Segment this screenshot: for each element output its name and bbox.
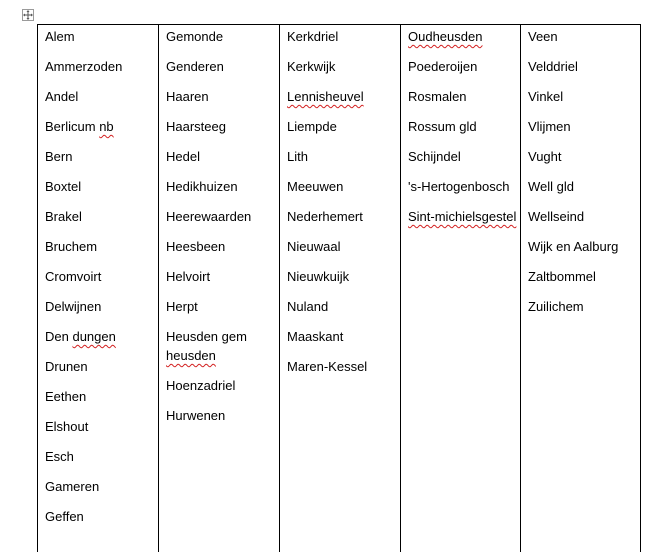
place-name[interactable]: 's-Hertogenbosch — [408, 179, 510, 194]
place-name[interactable]: Bruchem — [45, 239, 98, 254]
table-column-1[interactable] — [38, 25, 159, 552]
table-move-handle-icon[interactable] — [22, 9, 34, 21]
place-name[interactable]: Nederhemert — [287, 209, 363, 224]
place-name[interactable]: Wellseind — [528, 209, 585, 224]
place-name[interactable]: Vinkel — [528, 89, 564, 104]
place-name[interactable]: Haaren — [166, 89, 209, 104]
place-name[interactable]: Brakel — [45, 209, 82, 224]
table-column-3[interactable] — [280, 25, 401, 552]
place-name[interactable]: Esch — [45, 449, 74, 464]
place-name[interactable]: Hedikhuizen — [166, 179, 238, 194]
place-name[interactable]: Eethen — [45, 389, 87, 404]
spelling-flagged-word[interactable]: heusden — [166, 348, 216, 363]
spelling-flagged-word[interactable]: Oudheusden — [408, 29, 483, 44]
place-name[interactable]: Elshout — [45, 419, 89, 434]
place-name-part: Berlicum — [45, 119, 100, 134]
place-name[interactable]: Maaskant — [287, 329, 344, 344]
place-name[interactable]: Lith — [287, 149, 308, 164]
place-name[interactable]: Haarsteeg — [166, 119, 226, 134]
place-name[interactable]: Meeuwen — [287, 179, 344, 194]
place-name[interactable]: Nieuwkuijk — [287, 269, 350, 284]
place-name[interactable]: Drunen — [45, 359, 88, 374]
place-name[interactable]: Zuilichem — [528, 299, 584, 314]
place-name[interactable]: Alem — [45, 29, 75, 44]
place-name[interactable]: Genderen — [166, 59, 224, 74]
place-name[interactable]: Schijndel — [408, 149, 461, 164]
place-name[interactable]: Veen — [528, 29, 558, 44]
place-name[interactable]: Nuland — [287, 299, 329, 314]
place-name[interactable]: Kerkwijk — [287, 59, 336, 74]
place-name[interactable]: Vught — [528, 149, 562, 164]
table-column-5[interactable] — [521, 25, 641, 552]
place-name[interactable]: Gemonde — [166, 29, 224, 44]
place-name[interactable]: Hurwenen — [166, 408, 226, 423]
table-column-4[interactable] — [401, 25, 521, 552]
place-name[interactable] — [166, 327, 279, 365]
place-name[interactable]: Heerewaarden — [166, 209, 252, 224]
place-name[interactable]: Rossum gld — [408, 119, 477, 134]
place-name[interactable]: Cromvoirt — [45, 269, 102, 284]
place-name[interactable]: Hoenzadriel — [166, 378, 236, 393]
place-name-part: Heusden gem — [166, 329, 247, 344]
place-name[interactable] — [45, 327, 158, 346]
place-name[interactable]: Poederoijen — [408, 59, 478, 74]
place-name[interactable]: Andel — [45, 89, 79, 104]
place-name-part: Den — [45, 329, 73, 344]
place-name[interactable]: Helvoirt — [166, 269, 211, 284]
place-name[interactable]: Well gld — [528, 179, 575, 194]
place-name[interactable]: Wijk en Aalburg — [528, 239, 619, 254]
place-name[interactable]: Maren-Kessel — [287, 359, 368, 374]
place-name[interactable]: Rosmalen — [408, 89, 467, 104]
spelling-flagged-word[interactable]: nb — [99, 119, 114, 134]
spelling-flagged-word[interactable]: Sint-michielsgestel — [408, 209, 517, 224]
place-name[interactable]: Ammerzoden — [45, 59, 123, 74]
place-name[interactable]: Vlijmen — [528, 119, 571, 134]
spelling-flagged-word[interactable]: dungen — [72, 329, 116, 344]
place-name[interactable] — [287, 87, 400, 106]
table-column-2[interactable] — [159, 25, 280, 552]
place-name[interactable]: Herpt — [166, 299, 198, 314]
place-name[interactable]: Geffen — [45, 509, 84, 524]
place-name[interactable]: Heesbeen — [166, 239, 226, 254]
place-name[interactable] — [408, 207, 520, 226]
place-name[interactable]: Nieuwaal — [287, 239, 341, 254]
spelling-flagged-word[interactable]: Lennisheuvel — [287, 89, 364, 104]
place-name[interactable]: Delwijnen — [45, 299, 102, 314]
place-name[interactable]: Gameren — [45, 479, 100, 494]
place-name[interactable]: Hedel — [166, 149, 200, 164]
place-name[interactable]: Kerkdriel — [287, 29, 339, 44]
place-name[interactable]: Zaltbommel — [528, 269, 596, 284]
place-name[interactable]: Boxtel — [45, 179, 82, 194]
place-name[interactable]: Velddriel — [528, 59, 578, 74]
place-name[interactable] — [408, 27, 520, 46]
place-name[interactable]: Bern — [45, 149, 73, 164]
place-name[interactable]: Liempde — [287, 119, 337, 134]
place-name[interactable] — [45, 117, 158, 136]
places-table — [37, 24, 641, 552]
